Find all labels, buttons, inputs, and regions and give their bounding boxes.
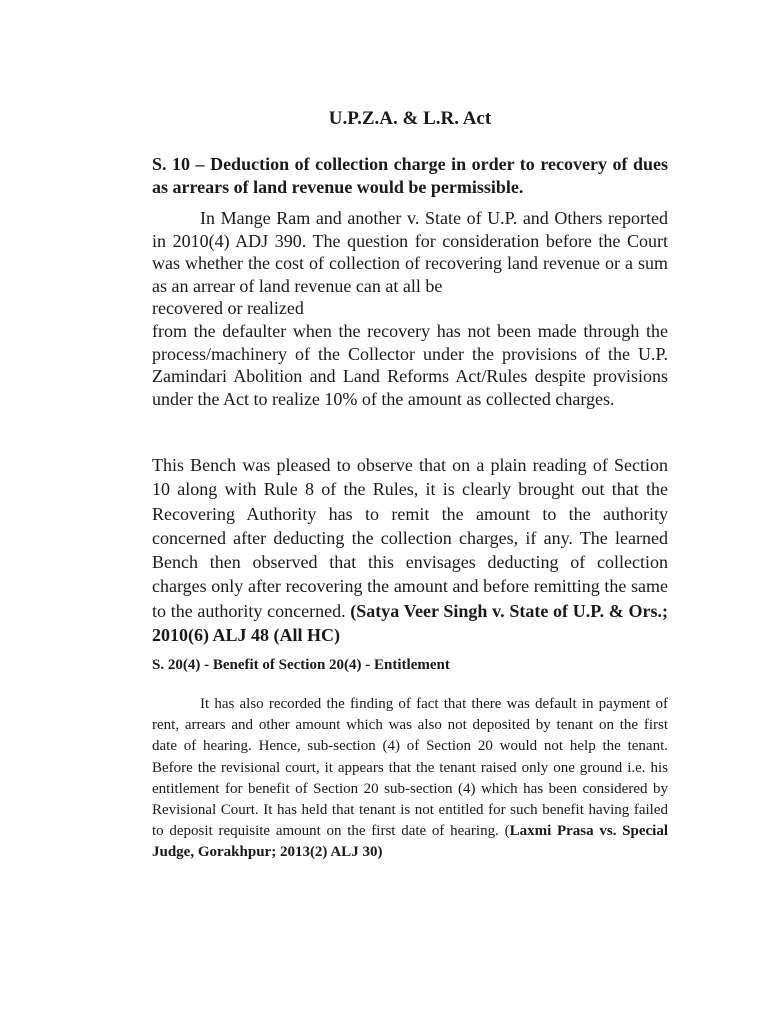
section-10-paragraph-2: from the defaulter when the recovery has not been made through the process/machinery of the Collector under the provisions of the U.P. Zamindari Abolition and Land Reforms Act/Rules despite provisions under the Act to realize 10% of the amount as collected charges. bbox=[152, 321, 668, 409]
paragraph-1-text: In Mange Ram and another v. State of U.P. and Others reported in 2010(4) ADJ 390. The question for consideration before the Court was whether the cost of collection of recovering land revenue or a sum as an arrear of land revenue can at all be bbox=[152, 208, 668, 296]
section-10-paragraph-3 bbox=[152, 453, 668, 647]
section-20-paragraph bbox=[152, 694, 668, 864]
paragraph-1-tail: recovered or realized bbox=[152, 298, 304, 319]
section-10-heading: S. 10 – Deduction of collection charge in order to recovery of dues as arrears of land revenue would be permissible. bbox=[152, 154, 668, 197]
citation-open-paren: ( bbox=[504, 823, 510, 840]
section-20-heading: S. 20(4) - Benefit of Section 20(4) - Entitlement bbox=[152, 657, 450, 673]
paragraph-3-text: This Bench was pleased to observe that on a plain reading of Section 10 along with Rule 8 of the Rules, it is clearly brought out that the Recovering Authority has to remit the amount to the authority concerned after deducting the collection charges, if any. The learned Bench then observed that this envisages deducting of collection charges only after recovering the amount and before remitting the same to the authority concerned. bbox=[152, 455, 668, 621]
document-title: U.P.Z.A. & L.R. Act bbox=[328, 108, 492, 129]
section-10-paragraph-1 bbox=[152, 207, 668, 320]
section-10-citation: (Satya Veer Singh v. State of U.P. & Ors.; 2010(6) ALJ 48 (All HC) bbox=[152, 600, 669, 646]
section-20-citation: Laxmi Prasa vs. Special Judge, Gorakhpur; 2013(2) ALJ 30) bbox=[152, 823, 669, 861]
section-20-text: It has also recorded the finding of fact that there was default in payment of rent, arrears and other amount which was also not deposited by tenant on the first date of hearing. Hence, sub-section (4) of Section 20 would not help the tenant. Before the revisional court, it appears that the tenant raised only one ground i.e. his entitlement for benefit of Section 20 sub-section (4) which has been considered by Revisional Court. It has held that tenant is not entitled for such benefit having failed to deposit requisite amount on the first date of hearing. bbox=[152, 696, 668, 840]
